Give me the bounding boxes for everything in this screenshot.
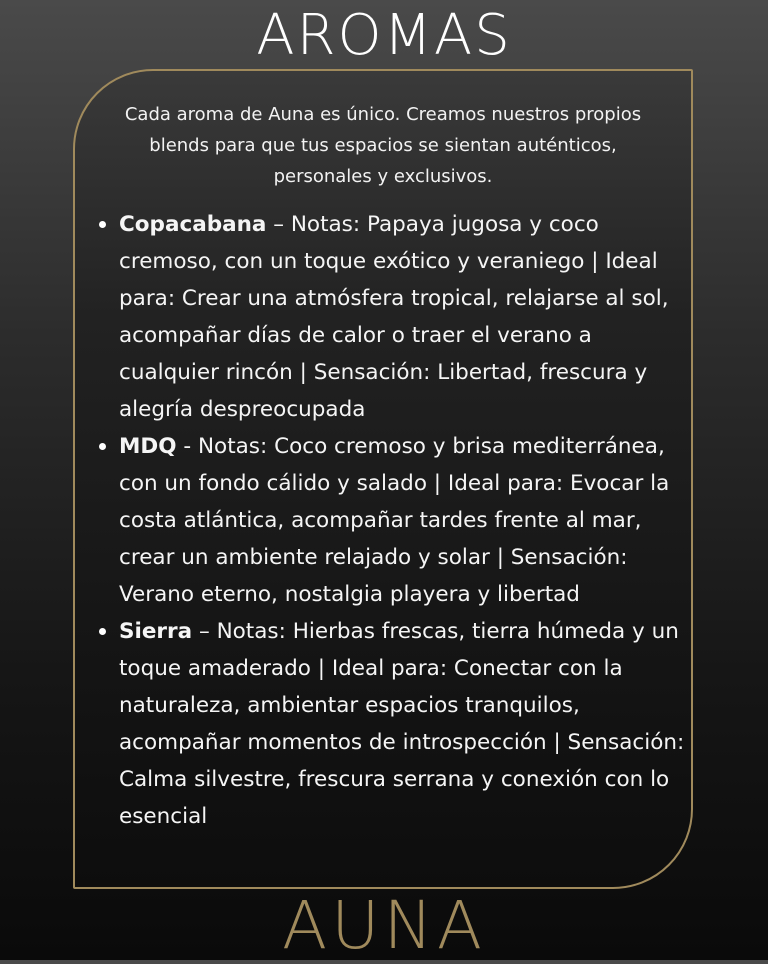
aroma-description: – Notas: Papaya jugosa y coco cremoso, con un toque exótico y veraniego | Ideal para: Crear una atmósfera tropical, relajarse al sol, acompañar días de calor o traer el verano a cualquier rincón | Sensación: Libertad, frescura y alegría despreocupada — [119, 212, 669, 422]
list-item-copacabana — [119, 206, 694, 428]
aroma-name: MDQ — [119, 434, 177, 459]
aroma-name: Sierra — [119, 619, 193, 644]
list-item-mdq — [119, 428, 694, 613]
list-item-sierra — [119, 613, 694, 835]
aroma-description: – Notas: Hierbas frescas, tierra húmeda y un toque amaderado | Ideal para: Conectar con la naturaleza, ambientar espacios tranquilos, acompañar momentos de introspección | Sensación: Calma silvestre, frescura serrana y conexión con lo esencial — [119, 619, 685, 829]
aroma-list — [75, 206, 694, 835]
aroma-description: - Notas: Coco cremoso y brisa mediterránea, con un fondo cálido y salado | Ideal para: Evocar la costa atlántica, acompañar tardes frente al mar, crear un ambiente relajado y solar | Sensación: Verano eterno, nostalgia playera y libertad — [119, 434, 670, 607]
brand-logo: AUNA — [282, 887, 486, 964]
aroma-name: Copacabana — [119, 212, 267, 237]
page-title: AROMAS — [256, 3, 512, 68]
aromas-card — [73, 69, 693, 889]
intro-text: Cada aroma de Auna es único. Creamos nuestros propios blends para que tus espacios se sientan auténticos, personales y exclusivos. — [124, 104, 642, 187]
